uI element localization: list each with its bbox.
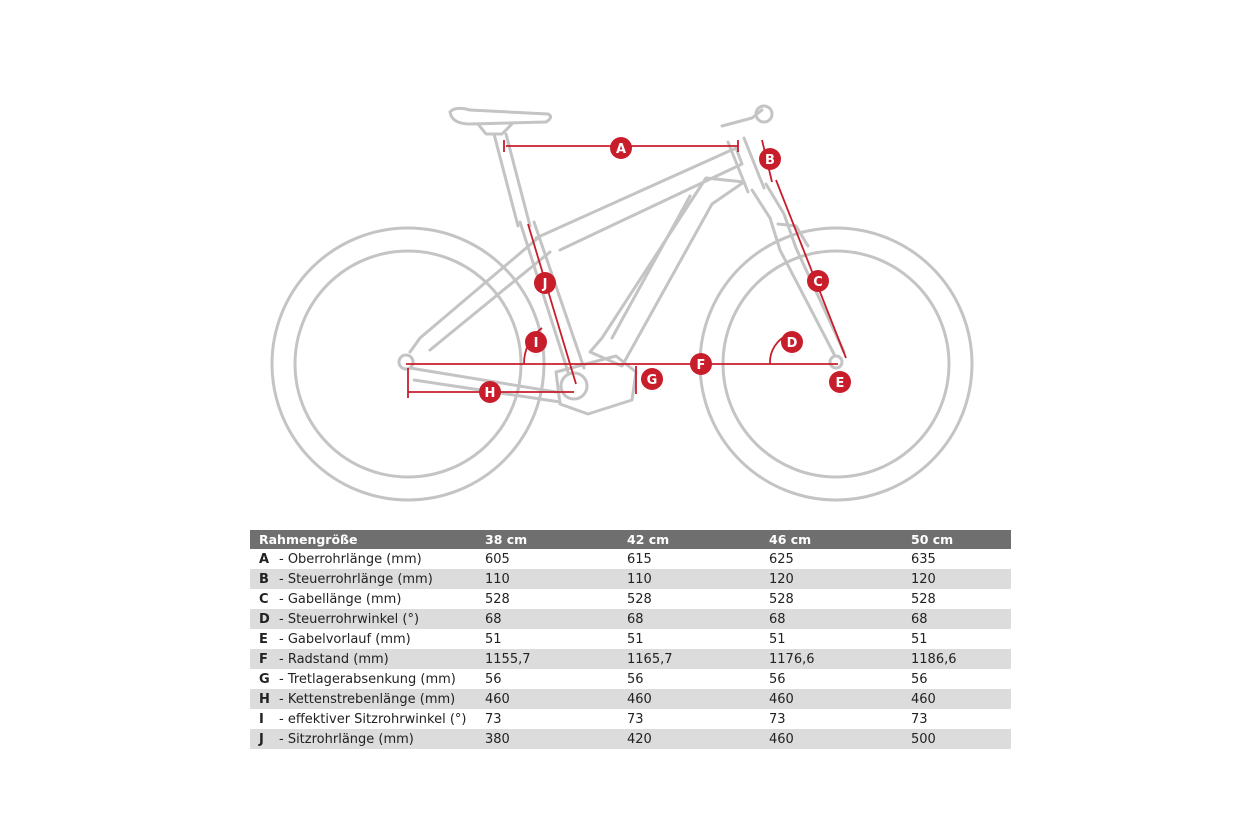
row-label: - Gabelvorlauf (mm) bbox=[279, 631, 411, 647]
row-letter: C bbox=[259, 591, 269, 607]
table-cell: 120 bbox=[760, 569, 902, 589]
table-cell: 73 bbox=[769, 711, 786, 727]
table-cell: 51 bbox=[769, 631, 786, 647]
table-cell: 625 bbox=[769, 551, 794, 567]
table-cell: 68 bbox=[760, 609, 902, 629]
svg-text:A: A bbox=[615, 142, 627, 157]
table-cell: 460 bbox=[476, 689, 618, 709]
row-letter: B bbox=[259, 571, 269, 587]
row-label: - Gabellänge (mm) bbox=[279, 591, 402, 607]
table-row bbox=[250, 569, 1011, 589]
table-cell: 1186,6 bbox=[902, 649, 1011, 669]
table-cell: 51 bbox=[485, 631, 502, 647]
table-row bbox=[250, 729, 1011, 749]
table-cell: 605 bbox=[485, 551, 510, 567]
table-cell: 500 bbox=[902, 729, 1011, 749]
table-row bbox=[250, 629, 1011, 649]
table-row bbox=[250, 669, 1011, 689]
svg-text:D: D bbox=[786, 336, 798, 351]
table-cell: 380 bbox=[476, 729, 618, 749]
row-letter: A bbox=[259, 551, 270, 567]
marker-h bbox=[479, 381, 501, 403]
row-label: - Kettenstrebenlänge (mm) bbox=[279, 691, 456, 707]
marker-c bbox=[807, 270, 829, 292]
table-cell: 460 bbox=[760, 729, 902, 749]
marker-i bbox=[525, 331, 547, 353]
table-row bbox=[250, 709, 1011, 729]
table-cell: 120 bbox=[902, 569, 1011, 589]
table-cell: 73 bbox=[911, 711, 928, 727]
header-size-50: 50 cm bbox=[902, 530, 1011, 549]
marker-a bbox=[610, 137, 632, 159]
header-frame-size: Rahmengröße bbox=[250, 530, 476, 549]
svg-text:H: H bbox=[484, 386, 496, 401]
svg-text:C: C bbox=[813, 275, 823, 290]
table-cell: 56 bbox=[485, 671, 502, 687]
table-cell: 1155,7 bbox=[476, 649, 618, 669]
row-label-cell bbox=[250, 589, 476, 609]
row-label-cell bbox=[250, 629, 476, 649]
table-cell: 460 bbox=[760, 689, 902, 709]
table-cell: 528 bbox=[769, 591, 794, 607]
marker-j bbox=[534, 272, 556, 294]
row-letter: E bbox=[259, 631, 268, 647]
table-header-row bbox=[250, 530, 1011, 549]
row-label-cell bbox=[250, 689, 476, 709]
row-label-cell bbox=[250, 729, 476, 749]
header-size-46: 46 cm bbox=[760, 530, 902, 549]
row-label-cell bbox=[250, 569, 476, 589]
table-cell: 56 bbox=[769, 671, 786, 687]
row-letter: H bbox=[259, 691, 270, 707]
table-cell: 56 bbox=[911, 671, 928, 687]
row-label: - Tretlagerabsenkung (mm) bbox=[279, 671, 456, 687]
table-cell: 73 bbox=[485, 711, 502, 727]
row-label: - Oberrohrlänge (mm) bbox=[279, 551, 422, 567]
svg-text:G: G bbox=[646, 373, 658, 388]
header-size-38: 38 cm bbox=[476, 530, 618, 549]
table-cell: 460 bbox=[618, 689, 760, 709]
table-cell: 51 bbox=[911, 631, 928, 647]
svg-text:I: I bbox=[533, 336, 539, 351]
table-cell: 73 bbox=[627, 711, 644, 727]
svg-text:B: B bbox=[765, 153, 775, 168]
row-label: - Sitzrohrlänge (mm) bbox=[279, 731, 414, 747]
row-label-cell bbox=[250, 609, 476, 629]
table-cell: 528 bbox=[911, 591, 936, 607]
row-label: - Steuerrohrwinkel (°) bbox=[279, 611, 420, 627]
row-label-cell bbox=[250, 709, 476, 729]
table-row bbox=[250, 609, 1011, 629]
table-cell: 528 bbox=[627, 591, 652, 607]
table-cell: 110 bbox=[476, 569, 618, 589]
row-letter: G bbox=[259, 671, 270, 687]
svg-text:E: E bbox=[835, 376, 845, 391]
svg-text:F: F bbox=[696, 358, 706, 373]
marker-e bbox=[829, 371, 851, 393]
row-letter: F bbox=[259, 651, 268, 667]
row-label-cell bbox=[250, 649, 476, 669]
row-label-cell bbox=[250, 669, 476, 689]
header-size-42: 42 cm bbox=[618, 530, 760, 549]
table-cell: 68 bbox=[476, 609, 618, 629]
table-cell: 615 bbox=[627, 551, 652, 567]
marker-b bbox=[759, 148, 781, 170]
row-letter: J bbox=[259, 731, 264, 747]
table-cell: 110 bbox=[618, 569, 760, 589]
table-cell: 51 bbox=[627, 631, 644, 647]
geometry-table bbox=[250, 530, 1011, 749]
row-label-cell bbox=[250, 549, 476, 569]
table-cell: 1176,6 bbox=[760, 649, 902, 669]
table-cell: 68 bbox=[618, 609, 760, 629]
table-cell: 460 bbox=[902, 689, 1011, 709]
svg-text:J: J bbox=[542, 277, 548, 292]
marker-f bbox=[690, 353, 712, 375]
row-label: - Steuerrohrlänge (mm) bbox=[279, 571, 433, 587]
row-letter: I bbox=[259, 711, 264, 727]
table-row bbox=[250, 689, 1011, 709]
table-cell: 56 bbox=[627, 671, 644, 687]
table-cell: 420 bbox=[618, 729, 760, 749]
table-row bbox=[250, 649, 1011, 669]
row-label: - Radstand (mm) bbox=[279, 651, 389, 667]
table-cell: 635 bbox=[911, 551, 936, 567]
row-label: - effektiver Sitzrohrwinkel (°) bbox=[279, 711, 467, 727]
table-body bbox=[250, 549, 1011, 749]
table-cell: 1165,7 bbox=[618, 649, 760, 669]
row-letter: D bbox=[259, 611, 270, 627]
marker-g bbox=[641, 368, 663, 390]
table-row bbox=[250, 549, 1011, 569]
table-cell: 528 bbox=[485, 591, 510, 607]
table-cell: 68 bbox=[902, 609, 1011, 629]
table-row bbox=[250, 589, 1011, 609]
marker-d bbox=[781, 331, 803, 353]
